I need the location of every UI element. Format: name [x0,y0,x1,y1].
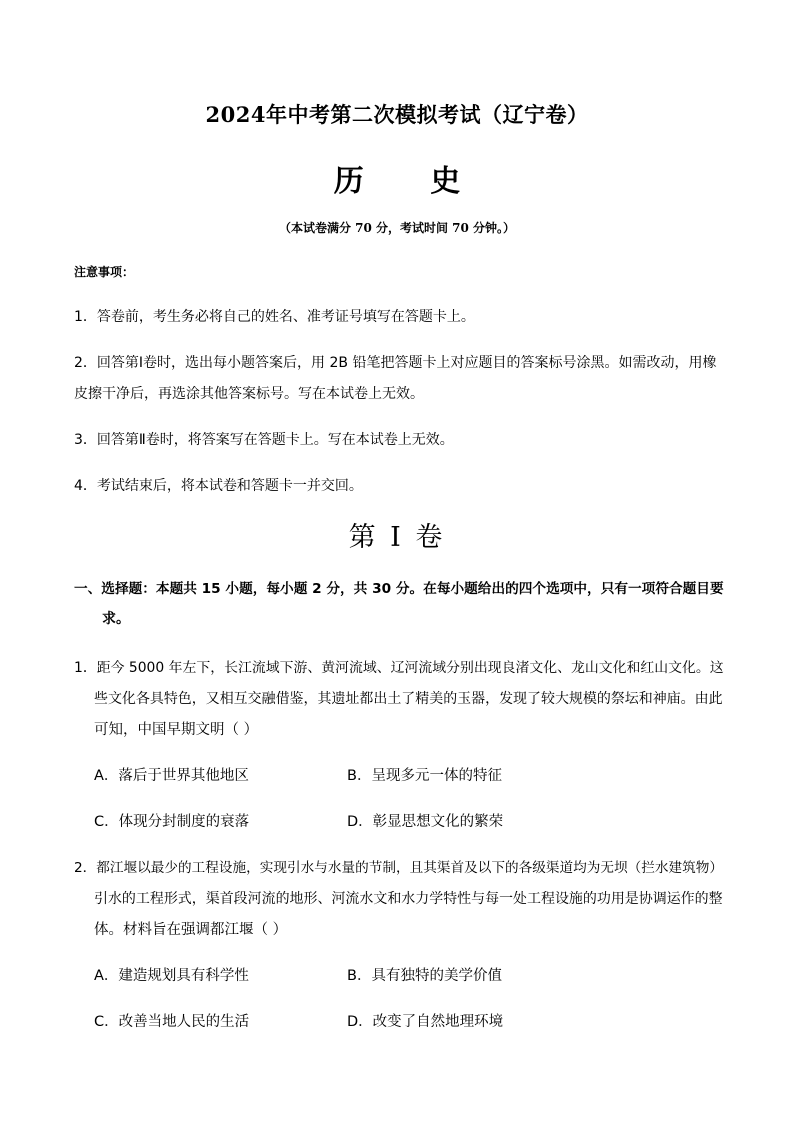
notice-item: 2．回答第Ⅰ卷时，选出每小题答案后，用 2B 铅笔把答题卡上对应题目的答案标号涂黑。如需改动，用橡 [74,355,717,371]
notice-item: 3．回答第Ⅱ卷时，将答案写在答题卡上。写在本试卷上无效。 [74,432,454,448]
option-b: B．呈现多元一体的特征 [347,768,502,784]
notice-item: 4．考试结束后，将本试卷和答题卡一并交回。 [74,478,363,494]
section-instruction-continued: 求。 [102,611,130,627]
question-text: 体。材料旨在强调都江堰（ ） [94,922,288,938]
notice-heading: 注意事项： [74,265,135,279]
question-text: 可知，中国早期文明（ ） [94,722,259,738]
option-a: A．落后于世界其他地区 [94,768,249,784]
notice-item-continued: 皮擦干净后，再选涂其他答案标号。写在本试卷上无效。 [74,386,424,402]
section-title: 第 I 卷 [348,522,446,553]
option-a: A．建造规划具有科学性 [94,968,249,984]
question-text: 些文化各具特色，又相互交融借鉴，其遗址都出土了精美的玉器，发现了较大规模的祭坛和神庙。由此 [94,691,723,707]
subject-title: 历 史 [333,164,489,199]
notice-item: 1．答卷前，考生务必将自己的姓名、准考证号填写在答题卡上。 [74,309,475,325]
exam-note: （本试卷满分 70 分，考试时间 70 分钟。） [278,221,516,235]
option-d: D．彰显思想文化的繁荣 [347,814,504,830]
option-d: D．改变了自然地理环境 [347,1014,504,1030]
question-text: 2．都江堰以最少的工程设施，实现引水与水量的节制，且其渠首及以下的各级渠道均为无坝（拦水建筑物） [74,860,724,876]
question-text: 引水的工程形式，渠首段河流的地形、河流水文和水力学特性与每一处工程设施的功用是协调运作的整 [94,891,723,907]
option-c: C．体现分封制度的衰落 [94,814,250,830]
option-b: B．具有独特的美学价值 [347,968,502,984]
question-text: 1．距今 5000 年左下，长江流域下游、黄河流域、辽河流域分别出现良渚文化、龙山文化和红山文化。这 [74,660,724,676]
exam-title: 2024年中考第二次模拟考试（辽宁卷） [205,102,589,127]
section-instruction: 一、选择题：本题共 15 小题，每小题 2 分，共 30 分。在每小题给出的四个选项中，只有一项符合题目要 [74,581,724,597]
option-c: C．改善当地人民的生活 [94,1014,250,1030]
